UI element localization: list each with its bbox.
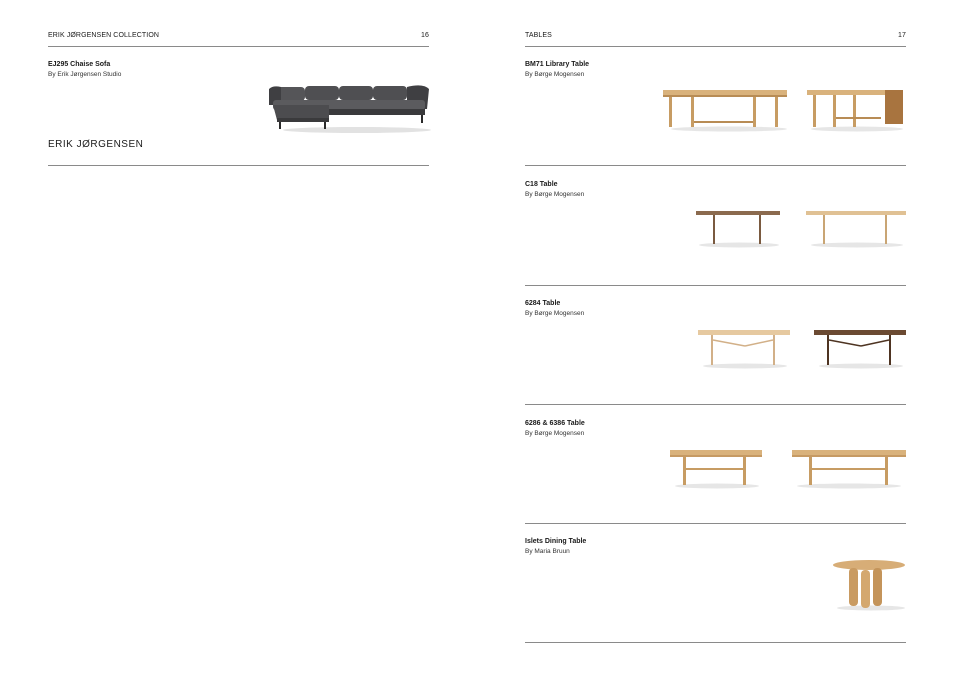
table-image-6284-light (697, 328, 791, 370)
brand-logo: ERIK JØRGENSEN (48, 139, 144, 150)
table-image-bm71-extended (805, 87, 907, 133)
product-designer: By Maria Bruun (525, 548, 570, 555)
header-title: TABLES (525, 32, 552, 39)
product-name: EJ295 Chaise Sofa (48, 61, 111, 68)
table-image-c18-dark (695, 209, 781, 249)
product-name: 6284 Table (525, 300, 561, 307)
page-header (525, 32, 906, 47)
table-image-6386 (791, 448, 907, 490)
product-designer: By Børge Mogensen (525, 310, 585, 317)
header-title: ERIK JØRGENSEN COLLECTION (48, 32, 160, 39)
right-page (525, 0, 906, 678)
product-name: Islets Dining Table (525, 538, 587, 545)
product-name: C18 Table (525, 181, 558, 188)
table-image-bm71-closed (661, 87, 791, 133)
product-entry-islets (525, 538, 906, 643)
product-name: BM71 Library Table (525, 61, 590, 68)
sofa-image (267, 83, 432, 135)
product-entry-bm71 (525, 61, 906, 166)
page-header (48, 32, 429, 47)
page-number: 16 (421, 32, 429, 39)
product-entry-ej295 (48, 61, 429, 166)
product-designer: By Erik Jørgensen Studio (48, 71, 122, 78)
table-image-6284-dark (813, 328, 907, 370)
product-name: 6286 & 6386 Table (525, 420, 585, 427)
left-page (48, 0, 429, 678)
table-image-islets (831, 558, 907, 612)
page-number: 17 (898, 32, 906, 39)
product-designer: By Børge Mogensen (525, 191, 585, 198)
product-entry-6284 (525, 300, 906, 405)
table-image-c18-light (805, 209, 907, 249)
product-entry-c18 (525, 181, 906, 286)
table-image-6286 (669, 448, 763, 490)
product-designer: By Børge Mogensen (525, 430, 585, 437)
product-designer: By Børge Mogensen (525, 71, 585, 78)
product-entry-6286-6386 (525, 420, 906, 524)
